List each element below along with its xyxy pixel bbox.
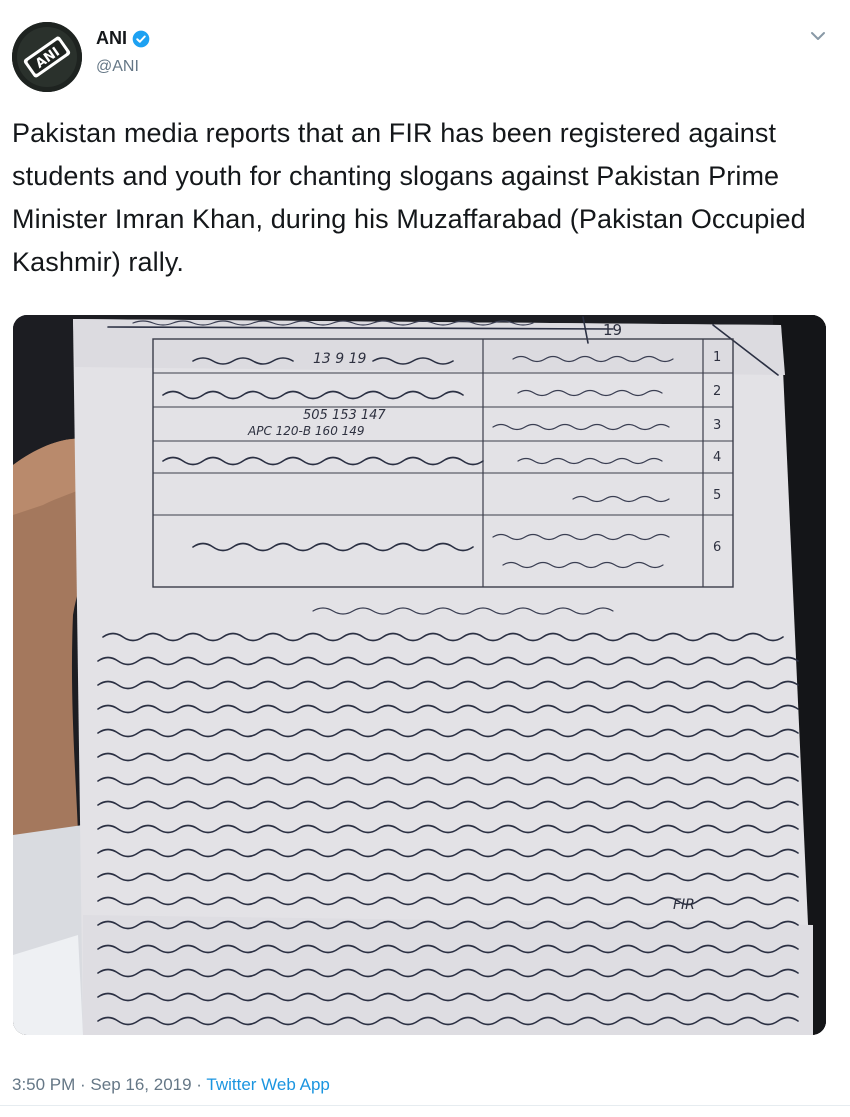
avatar[interactable]: [12, 22, 82, 92]
row-number: 1: [713, 350, 722, 365]
fir-sections-line2: APC 120-B 160 149: [248, 424, 365, 438]
chevron-down-icon[interactable]: [808, 26, 828, 46]
row-number: 4: [713, 450, 722, 465]
tweet-time[interactable]: 3:50 PM: [12, 1075, 76, 1094]
author-name-row: [96, 28, 151, 49]
row-number: 5: [713, 488, 722, 503]
source-app-link[interactable]: Twitter Web App: [206, 1075, 330, 1094]
row-number: 6: [713, 540, 722, 555]
tweet-date[interactable]: Sep 16, 2019: [90, 1075, 192, 1094]
ani-logo-icon: [12, 22, 82, 92]
handwritten-fir-document-photo: [13, 315, 826, 1035]
svg-text:ANI: ANI: [32, 44, 63, 72]
tweet-text: Pakistan media reports that an FIR has been registered against students and youth for chanting slogans against Pakistan Prime Minister Imran Khan, during his Muzaffarabad (Pakistan Occupied Kashmir) rally.: [12, 118, 806, 277]
serial-number: 19: [603, 321, 623, 339]
meta-separator: ·: [75, 1075, 91, 1094]
fir-sections-line1: 505 153 147: [303, 408, 386, 423]
fir-reference-mark: FIR: [673, 897, 695, 913]
author-handle[interactable]: @ANI: [96, 58, 139, 75]
author-name[interactable]: ANI: [96, 28, 127, 48]
verified-badge-icon: [131, 29, 151, 49]
row-number: 3: [713, 418, 722, 433]
divider: [0, 1105, 850, 1106]
tweet-photo[interactable]: [13, 315, 826, 1035]
row-number: 2: [713, 384, 722, 399]
tweet-meta: [12, 1075, 330, 1095]
fir-date-value: 13 9 19: [313, 351, 367, 367]
meta-separator: ·: [191, 1075, 207, 1094]
